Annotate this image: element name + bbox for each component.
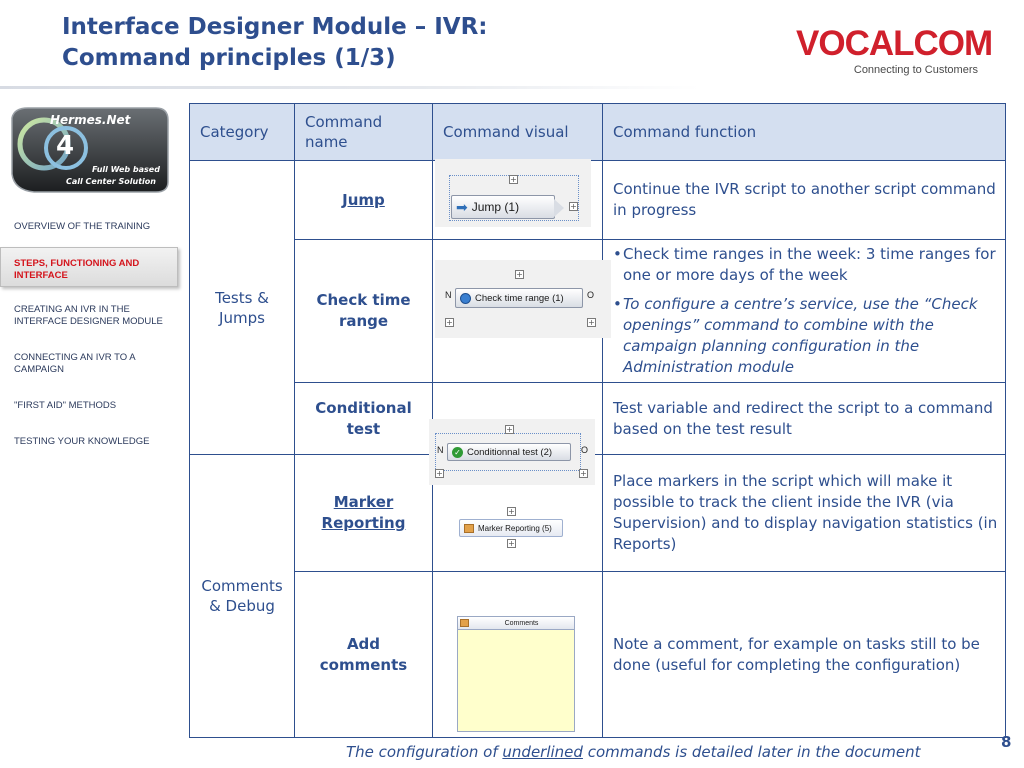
header-command-visual: Command visual (433, 104, 603, 161)
command-function-add-comments: Note a comment, for example on tasks still to be done (useful for completing the configuration) (603, 572, 1006, 738)
folder-icon (460, 619, 469, 627)
badge-line-2: Call Center Solution (66, 177, 156, 186)
badge-line-1: Full Web based (92, 165, 160, 174)
conditional-test-node[interactable] (447, 443, 571, 461)
table-row (190, 572, 1006, 738)
jump-node[interactable] (451, 195, 555, 219)
pin-n: N (445, 290, 452, 300)
sidebar-item-label: STEPS, FUNCTIONING AND INTERFACE (14, 258, 140, 281)
table-row (190, 161, 1006, 240)
sidebar-item-label: CREATING AN IVR IN THE INTERFACE DESIGNER MODULE (14, 304, 163, 327)
command-function-marker-reporting: Place markers in the script which will make it possible to track the client inside the IVR (via Supervision) and to display navigation statistics (in Reports) (603, 455, 1006, 572)
folder-icon (464, 524, 474, 533)
table-row (190, 455, 1006, 572)
check-icon: ✓ (452, 447, 463, 458)
footnote-underlined: underlined (502, 743, 583, 761)
node-label: Marker Reporting (5) (478, 523, 552, 533)
command-name-add-comments (295, 572, 433, 738)
jump-arrow-icon: ➡ (456, 198, 468, 215)
node-label: Jump (1) (471, 200, 520, 214)
header-category: Category (190, 104, 295, 161)
category-tests-jumps: Tests & Jumps (190, 161, 295, 455)
logo-wordmark: VOCALCOM (796, 24, 993, 63)
clock-icon (460, 293, 471, 304)
sidebar-item-label: TESTING YOUR KNOWLEDGE (14, 436, 150, 447)
sidebar-item-steps[interactable] (0, 247, 178, 287)
header-command-name: Command name (295, 104, 433, 161)
command-name-label: Add comments (319, 634, 408, 674)
comments-screenshot (455, 612, 583, 736)
marker-reporting-node[interactable] (459, 519, 563, 537)
sidebar-item-first-aid[interactable] (14, 400, 174, 412)
command-name-marker-reporting (295, 455, 433, 572)
jump-node-screenshot (435, 159, 591, 227)
function-bullet: • Check time ranges in the week: 3 time ranges for one or more days of the week (613, 244, 999, 286)
logo-tagline: Connecting to Customers (853, 64, 978, 76)
sidebar-item-connecting-ivr[interactable] (14, 352, 174, 376)
node-label: Check time range (1) (475, 292, 564, 304)
command-name-label: Conditional test (315, 398, 412, 438)
command-function-check-time-range (603, 240, 1006, 383)
conditional-test-screenshot (429, 419, 595, 485)
command-name-jump (295, 161, 433, 240)
node-label: Comments (504, 619, 539, 627)
title-line-1: Interface Designer Module – IVR: (62, 14, 488, 40)
bullet-text: Check time ranges in the week: 3 time ranges for one or more days of the week (623, 245, 996, 284)
right-connector-icon: + (580, 469, 587, 478)
title-divider (0, 86, 700, 89)
comment-title-bar (458, 617, 574, 630)
right-connector-icon: + (588, 318, 595, 327)
out-connector-icon: + (570, 202, 577, 211)
sidebar-item-label: "FIRST AID" METHODS (14, 400, 117, 411)
sidebar-item-overview[interactable] (14, 221, 174, 233)
check-time-range-node[interactable] (455, 288, 583, 308)
sidebar-item-label: OVERVIEW OF THE TRAINING (14, 221, 151, 232)
command-table (189, 103, 1006, 738)
marker-reporting-screenshot (457, 507, 567, 557)
command-visual-jump (433, 161, 603, 240)
comment-note[interactable] (457, 616, 575, 732)
table-header-row (190, 104, 1006, 161)
bottom-connector-icon: + (508, 539, 515, 548)
title-line-2: Command principles (1/3) (62, 45, 396, 71)
command-name-label: Check time range (316, 291, 411, 330)
sidebar-item-creating-ivr[interactable] (14, 304, 174, 328)
footnote (346, 743, 921, 761)
top-connector-icon: + (516, 270, 523, 279)
bullet-text: To configure a centre’s service, use the “Check openings” command to combine with the campaign planning configuration in the Administration module (623, 295, 978, 376)
function-bullet: • To configure a centre’s service, use the “Check openings” command to combine with the campaign planning configuration in the Administration module (613, 294, 999, 378)
page-number: 8 (1001, 733, 1012, 751)
category-comments-debug: Comments & Debug (190, 455, 295, 738)
table-row (190, 240, 1006, 383)
badge-version: 4 (56, 131, 75, 161)
command-name-label: Jump (342, 190, 385, 209)
command-name-label: Marker Reporting (321, 493, 406, 532)
sidebar-item-testing[interactable] (14, 436, 174, 448)
pin-o: O (587, 290, 595, 300)
command-function-jump: Continue the IVR script to another script command in progress (603, 161, 1006, 240)
header-command-function: Command function (603, 104, 1006, 161)
pin-n: N (437, 445, 444, 455)
top-connector-icon: + (506, 425, 513, 434)
hermes-net-logo-icon (6, 104, 174, 196)
command-name-check-time-range (295, 240, 433, 383)
command-function-conditional-test: Test variable and redirect the script to a command based on the test result (603, 383, 1006, 455)
left-connector-icon: + (446, 318, 453, 327)
node-label: Conditionnal test (2) (467, 446, 553, 458)
hermes-net-badge (6, 104, 174, 196)
footnote-before: The configuration of (346, 743, 503, 761)
table-row (190, 383, 1006, 455)
footnote-after: commands is detailed later in the document (582, 743, 921, 761)
command-name-conditional-test (295, 383, 433, 455)
page-title (62, 12, 487, 74)
pin-o: O (581, 445, 589, 455)
top-connector-icon: + (510, 175, 517, 184)
check-time-range-screenshot (435, 260, 611, 338)
command-visual-conditional-test (433, 383, 603, 478)
sidebar-item-label: CONNECTING AN IVR TO A CAMPAIGN (14, 352, 136, 375)
badge-brand: Hermes.Net (50, 113, 131, 127)
left-connector-icon: + (436, 469, 443, 478)
command-visual-add-comments (433, 572, 603, 738)
command-visual-check-time-range (433, 240, 603, 383)
vocalcom-logo (796, 24, 993, 78)
top-connector-icon: + (508, 507, 515, 516)
